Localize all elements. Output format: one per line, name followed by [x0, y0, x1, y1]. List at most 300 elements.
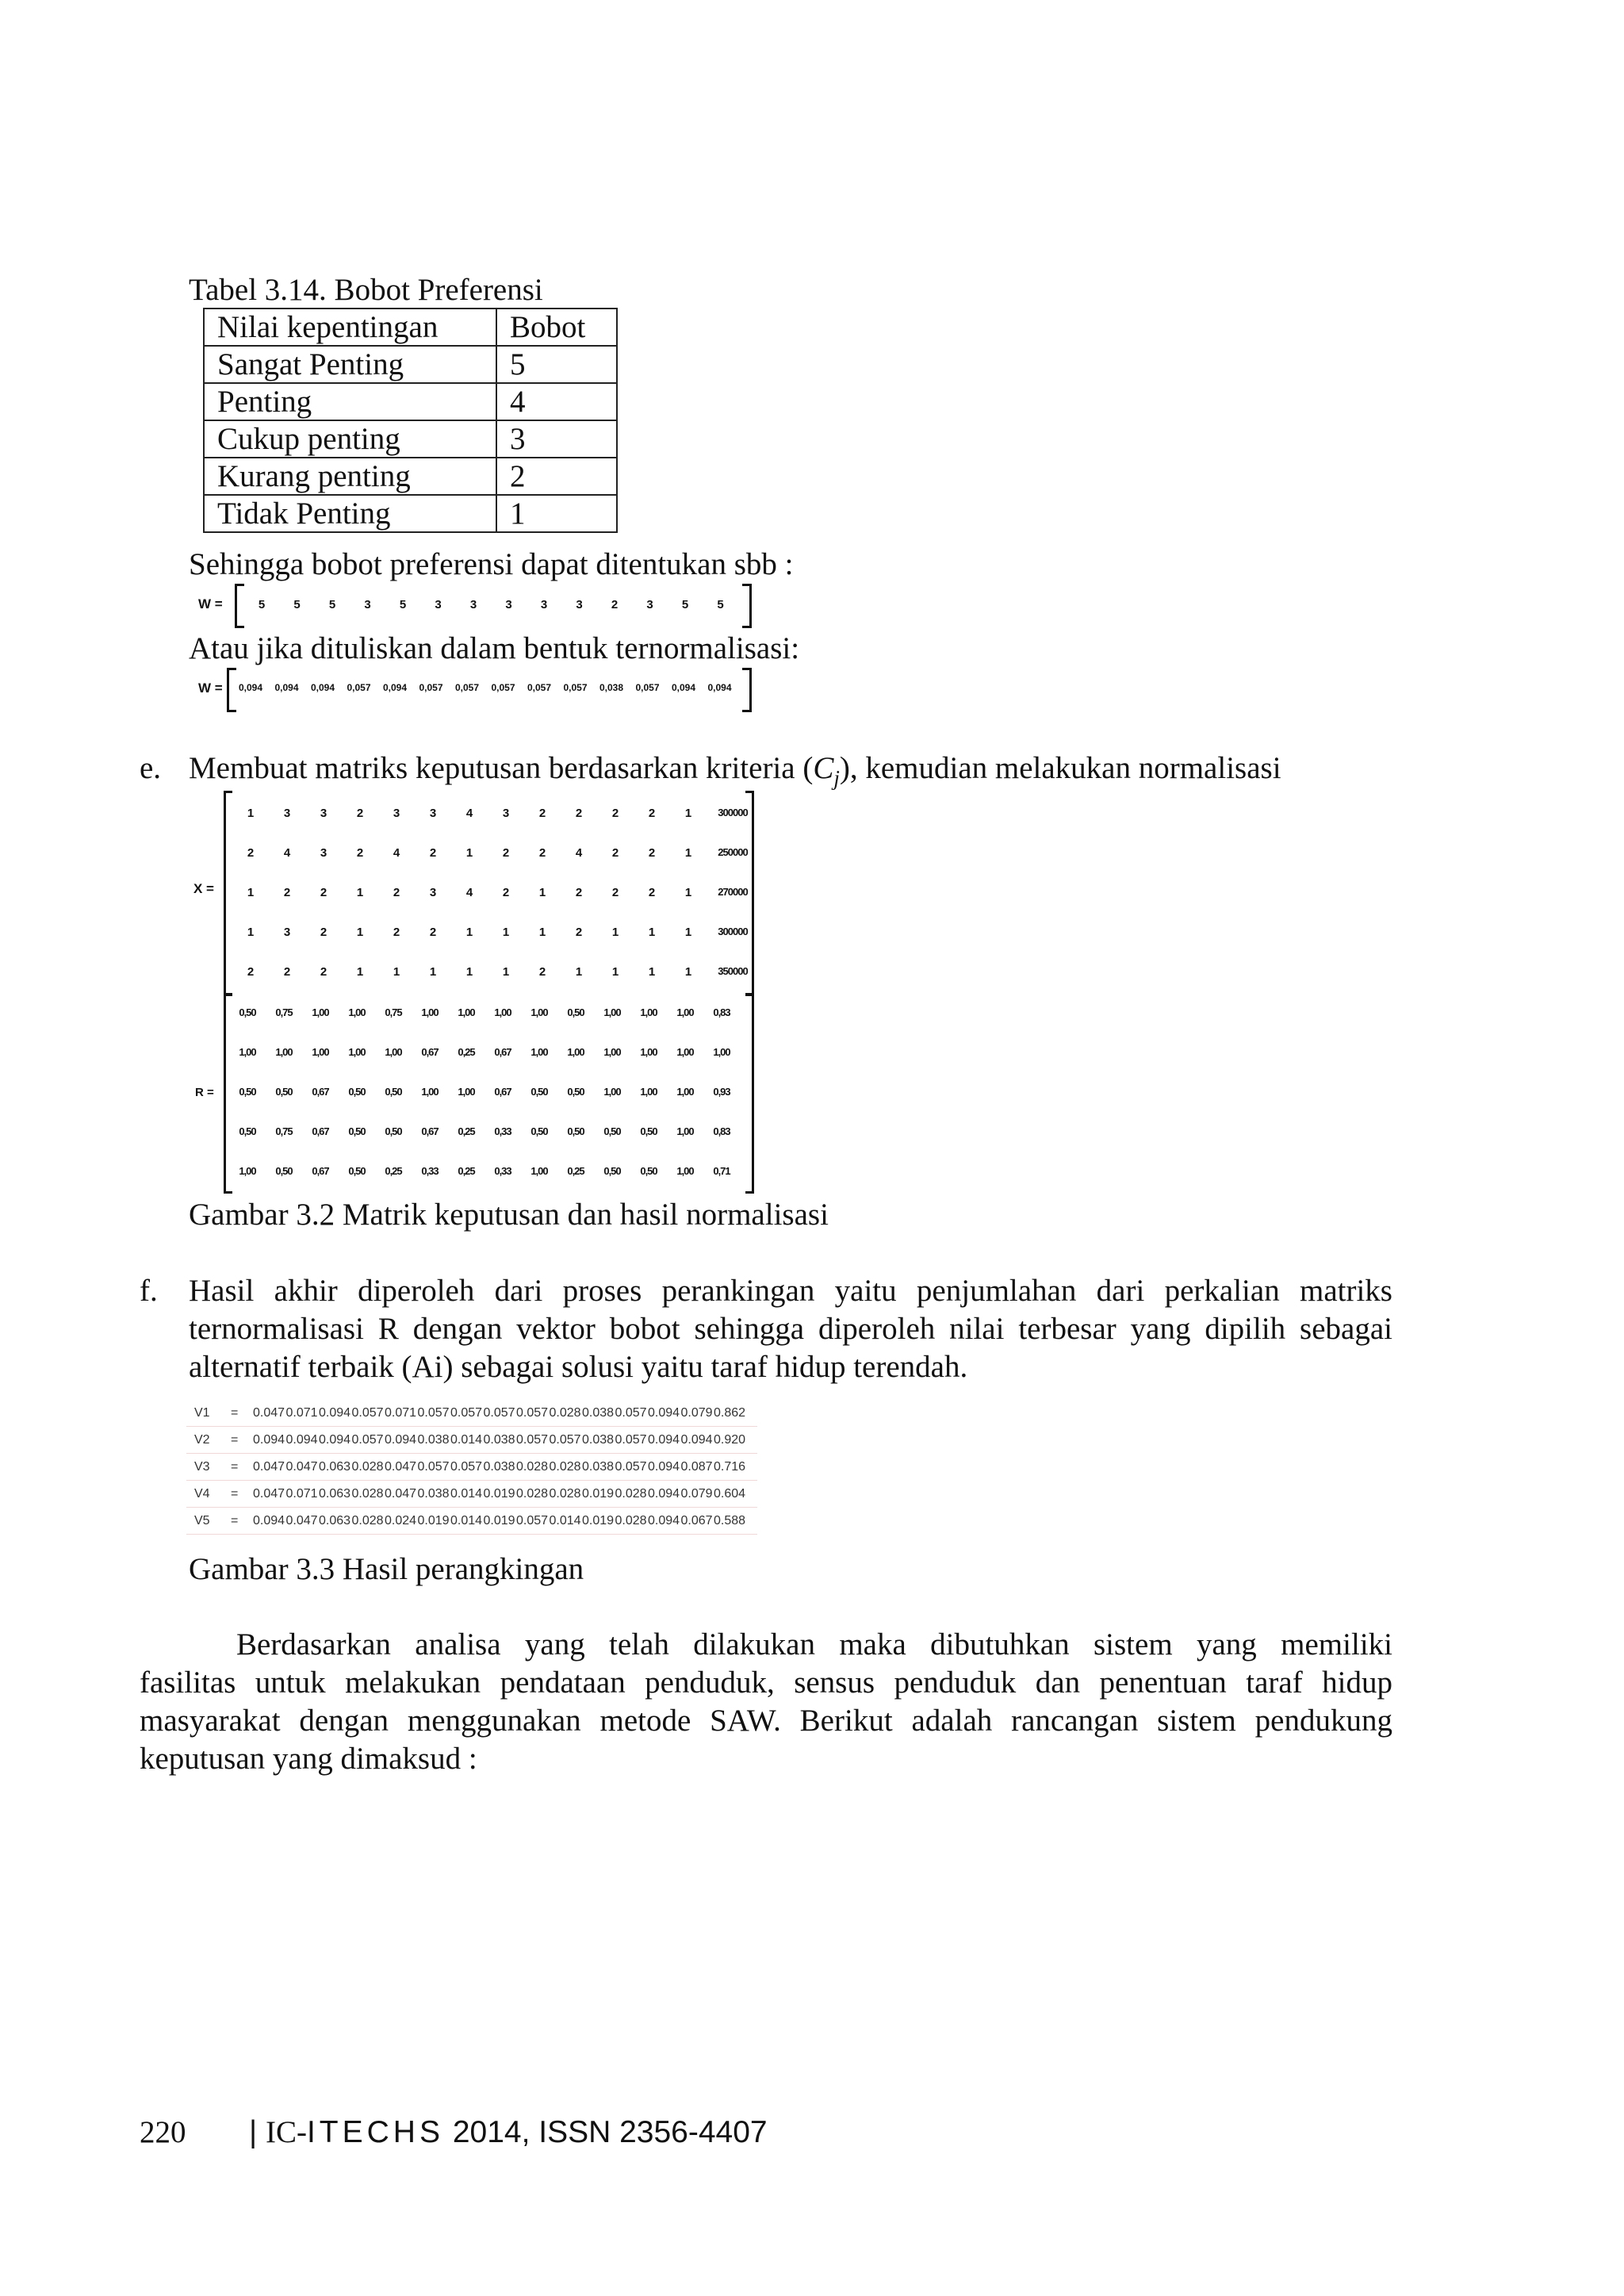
matrix-x-cell: 2: [393, 886, 400, 899]
weighted-value: 0.057: [516, 1433, 549, 1447]
weighted-value: 0.094: [648, 1514, 680, 1527]
weighted-value: 0.094: [648, 1487, 680, 1501]
matrix-x-cell: 3: [429, 807, 437, 820]
preference-score: 0.920: [714, 1433, 746, 1447]
matrix-r-cell: 1,00: [348, 1006, 366, 1018]
weighted-value: 0.057: [615, 1460, 647, 1474]
matrix-r-cell: 1,00: [385, 1046, 402, 1058]
matrix-x-cell: 1: [538, 886, 546, 899]
vector-cell: 0,057: [419, 682, 443, 693]
matrix-r-right-bracket: [745, 994, 754, 1194]
matrix-x-cell: 1: [648, 965, 656, 979]
matrix-r-cell: 0,50: [348, 1086, 366, 1098]
weighted-value: 0.047: [285, 1460, 318, 1474]
matrix-x-cell: 2: [502, 846, 510, 860]
vector-cell: 5: [258, 598, 266, 611]
matrix-x-cell: 2: [611, 886, 619, 899]
matrix-r-cell: 1,00: [676, 1046, 694, 1058]
matrix-r-cell: 0,33: [494, 1165, 511, 1177]
vector-cell: 0,057: [347, 682, 371, 693]
vector-cell: 3: [364, 598, 371, 611]
weighted-value: 0.063: [319, 1487, 351, 1501]
matrix-r-cell: 0,33: [421, 1165, 439, 1177]
weighted-value: 0.067: [680, 1514, 713, 1527]
vector-cell: 3: [646, 598, 653, 611]
preference-score: 0.862: [714, 1406, 746, 1420]
matrix-r-cell: 1,00: [676, 1125, 694, 1137]
ranking-result-table: [186, 1400, 757, 1535]
matrix-x-cell: 1: [393, 965, 400, 979]
matrix-x-cell: 1: [648, 926, 656, 939]
matrix-r-cell: 0,25: [567, 1165, 584, 1177]
matrix-x-cell: 2: [429, 846, 437, 860]
weighted-value: 0.071: [385, 1406, 417, 1420]
matrix-r-cell: 1,00: [640, 1086, 657, 1098]
matrix-x-cell: 2: [575, 926, 583, 939]
matrix-r-cell: 0,50: [603, 1125, 621, 1137]
matrix-x-cell: 2: [283, 886, 291, 899]
matrix-x-cell: 4: [393, 846, 400, 860]
matrix-x-left-bracket: [224, 791, 232, 995]
item-f-text: Hasil akhir diperoleh dari proses perankingan yaitu penjumlahan dari perkalian matriks ternormalisasi R dengan vektor bobot sehingga diperoleh nilai terbesar yang dipilih sebagai alternatif terbaik (Ai) sebagai solusi yaitu taraf hidup terendah.: [189, 1274, 1392, 1384]
weighted-value: 0.094: [319, 1406, 351, 1420]
matrix-r-cell: 1,00: [530, 1006, 548, 1018]
weighted-value: 0.014: [450, 1433, 483, 1447]
importance-cell: Kurang penting: [204, 458, 496, 495]
matrix-r-cell: 1,00: [603, 1086, 621, 1098]
matrix-r-cell: 1,00: [640, 1006, 657, 1018]
weighted-value: 0.057: [483, 1406, 515, 1420]
weighted-value: 0.047: [385, 1487, 417, 1501]
vector-cell: 0,057: [563, 682, 588, 693]
vector-cell: 2: [611, 598, 619, 611]
alternative-label: V3: [194, 1460, 210, 1474]
matrix-x-cell: 270000: [718, 886, 748, 898]
matrix-r-cell: 0,67: [494, 1046, 511, 1058]
matrix-x-cell: 2: [429, 926, 437, 939]
weighted-value: 0.057: [516, 1406, 549, 1420]
matrix-x-cell: 1: [465, 965, 473, 979]
matrix-x-cell: 4: [283, 846, 291, 860]
matrix-x-cell: 2: [502, 886, 510, 899]
importance-cell: Nilai kepentingan: [204, 309, 496, 346]
vector-cell: 3: [469, 598, 477, 611]
matrix-x-cell: 1: [538, 926, 546, 939]
vector-cell: 0,057: [635, 682, 660, 693]
weights-intro: Sehingga bobot preferensi dapat ditentukan sbb :: [189, 547, 794, 581]
matrix-x-cell: 2: [648, 886, 656, 899]
matrix-r-cell: 0,25: [385, 1165, 402, 1177]
matrix-x-cell: 3: [393, 807, 400, 820]
matrix-x-cell: 1: [247, 886, 255, 899]
matrix-r-cell: 0,50: [640, 1125, 657, 1137]
weighted-value: 0.014: [450, 1487, 483, 1501]
vector-cell: 5: [328, 598, 336, 611]
equals-sign: =: [231, 1514, 239, 1527]
ranking-row: [186, 1481, 757, 1508]
matrix-r-cell: 1,00: [494, 1006, 511, 1018]
matrix-x-cell: 1: [684, 926, 692, 939]
equals-sign: =: [231, 1487, 239, 1501]
normalized-intro: Atau jika dituliskan dalam bentuk ternormalisasi:: [189, 631, 800, 665]
right-bracket: [742, 584, 752, 628]
table-caption: Tabel 3.14. Bobot Preferensi: [189, 273, 543, 307]
vector-cell: 0,094: [671, 682, 696, 693]
matrix-r-cell: 0,67: [312, 1086, 329, 1098]
vector-cell: 0,094: [707, 682, 732, 693]
matrix-r-label: R =: [195, 1086, 214, 1099]
normalized-weight-label: W =: [198, 680, 223, 696]
table-row: [204, 346, 617, 383]
importance-cell: Cukup penting: [204, 420, 496, 458]
matrix-r-cell: 0,67: [312, 1165, 329, 1177]
item-e-text: Membuat matriks keputusan berdasarkan kriteria $(C_j)$, kemudian melakukan normalisasi: [189, 751, 1281, 790]
weighted-value: 0.047: [253, 1487, 285, 1501]
weight-vector-label: W =: [198, 596, 223, 611]
weighted-value: 0.094: [648, 1433, 680, 1447]
matrix-x-cell: 1: [611, 965, 619, 979]
matrix-r-cell: 1,00: [603, 1046, 621, 1058]
weighted-value: 0.019: [417, 1514, 450, 1527]
weighted-value: 0.019: [483, 1514, 515, 1527]
matrix-r-cell: 0,50: [603, 1165, 621, 1177]
weighted-value: 0.047: [253, 1406, 285, 1420]
matrix-r-cell: 1,00: [239, 1165, 256, 1177]
matrix-x-cell: 4: [465, 886, 473, 899]
matrix-r-cell: 1,00: [713, 1046, 730, 1058]
page-number: 220: [140, 2115, 186, 2149]
matrix-x-cell: 3: [502, 807, 510, 820]
matrix-x-cell: 1: [502, 965, 510, 979]
matrix-x-cell: 2: [247, 965, 255, 979]
matrix-r-cell: 0,25: [458, 1046, 475, 1058]
weight-cell: 5: [496, 346, 617, 383]
matrix-r-cell: 0,50: [385, 1125, 402, 1137]
weighted-value: 0.019: [582, 1487, 615, 1501]
matrix-r-cell: 0,50: [275, 1086, 293, 1098]
ranking-row: [186, 1454, 757, 1481]
weighted-value: 0.063: [319, 1514, 351, 1527]
matrix-x-cell: 2: [356, 846, 364, 860]
weighted-value: 0.038: [417, 1487, 450, 1501]
weighted-value: 0.079: [680, 1487, 713, 1501]
matrix-x-cell: 2: [320, 926, 327, 939]
matrix-r-cell: 0,50: [239, 1006, 256, 1018]
matrix-r-cell: 0,50: [348, 1165, 366, 1177]
weighted-value: 0.019: [582, 1514, 615, 1527]
matrix-x-cell: 3: [283, 807, 291, 820]
matrix-x-cell: 1: [247, 926, 255, 939]
equals-sign: =: [231, 1433, 239, 1447]
alternative-label: V1: [194, 1406, 210, 1420]
matrix-r-cell: 1,00: [312, 1006, 329, 1018]
vector-cell: 3: [505, 598, 512, 611]
matrix-x-cell: 1: [684, 807, 692, 820]
matrix-r-cell: 1,00: [676, 1165, 694, 1177]
matrix-x-cell: 2: [611, 807, 619, 820]
matrix-r-cell: 0,50: [530, 1125, 548, 1137]
weight-cell: Bobot: [496, 309, 617, 346]
matrix-r-cell: 1,00: [458, 1006, 475, 1018]
weighted-value: 0.094: [648, 1406, 680, 1420]
preference-table: [203, 308, 618, 533]
matrix-r-cell: 1,00: [640, 1046, 657, 1058]
matrix-x-cell: 2: [538, 807, 546, 820]
preference-score: 0.588: [714, 1514, 746, 1527]
matrix-x-cell: 1: [611, 926, 619, 939]
matrix-x-cell: 3: [320, 807, 327, 820]
table-row: [204, 383, 617, 420]
matrix-x-cell: 350000: [718, 965, 748, 977]
matrix-x-cell: 2: [538, 846, 546, 860]
weighted-value: 0.087: [680, 1460, 713, 1474]
weighted-value: 0.028: [351, 1487, 384, 1501]
weighted-value: 0.057: [351, 1406, 384, 1420]
matrix-r-cell: 1,00: [239, 1046, 256, 1058]
matrix-r-cell: 1,00: [530, 1165, 548, 1177]
weighted-value: 0.019: [483, 1487, 515, 1501]
weighted-value: 0.057: [450, 1406, 483, 1420]
matrix-r-cell: 0,50: [567, 1125, 584, 1137]
matrix-x-cell: 3: [320, 846, 327, 860]
weighted-value: 0.047: [285, 1514, 318, 1527]
matrix-r-cell: 0,50: [530, 1086, 548, 1098]
ranking-row: [186, 1400, 757, 1427]
matrix-r-cell: 1,00: [421, 1086, 439, 1098]
matrix-x-cell: 1: [465, 846, 473, 860]
weight-cell: 4: [496, 383, 617, 420]
vector-cell: 0,094: [274, 682, 299, 693]
matrix-r-cell: 1,00: [530, 1046, 548, 1058]
weighted-value: 0.028: [549, 1460, 581, 1474]
matrix-r-cell: 0,93: [713, 1086, 730, 1098]
weighted-value: 0.094: [253, 1514, 285, 1527]
matrix-r-cell: 1,00: [567, 1046, 584, 1058]
matrix-r-cell: 0,50: [567, 1006, 584, 1018]
weighted-value: 0.057: [351, 1433, 384, 1447]
matrix-r-cell: 1,00: [421, 1006, 439, 1018]
matrix-r-cell: 0,50: [567, 1086, 584, 1098]
matrix-r-cell: 0,83: [713, 1006, 730, 1018]
matrix-r-cell: 1,00: [348, 1046, 366, 1058]
weighted-value: 0.094: [648, 1460, 680, 1474]
matrix-x-cell: 2: [356, 807, 364, 820]
matrix-r-cell: 1,00: [312, 1046, 329, 1058]
weighted-value: 0.014: [450, 1514, 483, 1527]
matrix-x-cell: 4: [575, 846, 583, 860]
matrix-r-cell: 0,75: [275, 1125, 293, 1137]
matrix-x-cell: 1: [356, 926, 364, 939]
matrix-r-cell: 1,00: [676, 1086, 694, 1098]
vector-cell: 5: [717, 598, 724, 611]
closing-paragraph: Berdasarkan analisa yang telah dilakukan maka dibutuhkan sistem yang memiliki fasilitas untuk melakukan pendataan penduduk, sensus penduduk dan penentuan taraf hidup masyarakat dengan menggunakan metode SAW. Berikut adalah rancangan sistem pendukung keputusan yang dimaksud :: [140, 1627, 1392, 1776]
weighted-value: 0.028: [549, 1406, 581, 1420]
normalized-weight-vector: [197, 666, 752, 711]
matrix-r-cell: 1,00: [458, 1086, 475, 1098]
matrix-r-cell: 0,50: [640, 1165, 657, 1177]
math-c: C: [813, 751, 834, 785]
weight-cell: 2: [496, 458, 617, 495]
matrix-r-cell: 0,75: [385, 1006, 402, 1018]
matrix-x-cell: 2: [575, 807, 583, 820]
matrix-x-cell: 2: [247, 846, 255, 860]
weighted-value: 0.038: [582, 1460, 615, 1474]
weighted-value: 0.094: [253, 1433, 285, 1447]
matrix-r-cell: 1,00: [676, 1006, 694, 1018]
matrix-r-cell: 0,50: [348, 1125, 366, 1137]
matrix-r-cell: 0,67: [421, 1046, 439, 1058]
vector-cell: 0,094: [310, 682, 335, 693]
matrix-x-cell: 250000: [718, 846, 748, 858]
weighted-value: 0.071: [285, 1406, 318, 1420]
ranking-row: [186, 1508, 757, 1535]
matrix-x-cell: 3: [429, 886, 437, 899]
matrix-r-cell: 0,50: [385, 1086, 402, 1098]
matrix-r-cell: 0,67: [421, 1125, 439, 1137]
decision-matrix-figure: [190, 789, 761, 1194]
equals-sign: =: [231, 1460, 239, 1474]
matrix-x-cell: 1: [429, 965, 437, 979]
vector-cell: 3: [540, 598, 548, 611]
weighted-value: 0.038: [417, 1433, 450, 1447]
table-header-row: [204, 309, 617, 346]
vector-cell: 0,057: [527, 682, 552, 693]
matrix-x-cell: 1: [684, 965, 692, 979]
matrix-r-cell: 0,67: [494, 1086, 511, 1098]
vector-cell: 0,057: [454, 682, 480, 693]
right-bracket: [742, 668, 752, 712]
matrix-x-cell: 4: [465, 807, 473, 820]
matrix-r-cell: 0,25: [458, 1165, 475, 1177]
matrix-x-cell: 1: [356, 965, 364, 979]
matrix-x-cell: 2: [575, 886, 583, 899]
vector-cell: 0,057: [491, 682, 515, 693]
matrix-x-cell: 300000: [718, 807, 748, 818]
matrix-x-cell: 2: [320, 886, 327, 899]
item-f-marker: f.: [140, 1274, 158, 1308]
table-row: [204, 420, 617, 458]
weighted-value: 0.028: [615, 1487, 647, 1501]
weighted-value: 0.063: [319, 1460, 351, 1474]
weighted-value: 0.057: [417, 1406, 450, 1420]
weight-cell: 3: [496, 420, 617, 458]
preference-score: 0.716: [714, 1460, 746, 1474]
matrix-x-cell: 3: [283, 926, 291, 939]
weighted-value: 0.094: [680, 1433, 713, 1447]
weight-cell: 1: [496, 495, 617, 532]
vector-cell: 0,094: [382, 682, 408, 693]
weighted-value: 0.057: [417, 1460, 450, 1474]
weighted-value: 0.038: [483, 1460, 515, 1474]
ranking-row: [186, 1427, 757, 1454]
vector-cell: 3: [435, 598, 442, 611]
matrix-x-cell: 1: [356, 886, 364, 899]
matrix-r-cell: 0,50: [275, 1165, 293, 1177]
vector-cell: 0,038: [599, 682, 624, 693]
left-bracket: [235, 584, 244, 628]
matrix-x-label: X =: [193, 881, 214, 896]
weighted-value: 0.028: [516, 1487, 549, 1501]
table-row: [204, 495, 617, 532]
weighted-value: 0.094: [285, 1433, 318, 1447]
matrix-x-cell: 1: [465, 926, 473, 939]
vector-cell: 5: [399, 598, 407, 611]
weighted-value: 0.028: [516, 1460, 549, 1474]
weighted-value: 0.038: [582, 1433, 615, 1447]
journal-issn: 2014, ISSN 2356-4407: [443, 2115, 768, 2149]
journal-name: ITECHS: [306, 2115, 444, 2149]
weighted-value: 0.057: [516, 1514, 549, 1527]
matrix-x-cell: 2: [611, 846, 619, 860]
figure-3-2-caption: Gambar 3.2 Matrik keputusan dan hasil normalisasi: [189, 1198, 829, 1232]
weighted-value: 0.028: [549, 1487, 581, 1501]
importance-cell: Sangat Penting: [204, 346, 496, 383]
matrix-x-cell: 1: [575, 965, 583, 979]
matrix-r-cell: 0,71: [713, 1165, 730, 1177]
matrix-x-cell: 1: [684, 846, 692, 860]
matrix-x-cell: 1: [247, 807, 255, 820]
page-footer: 220 | IC-ITECHS 2014, ISSN 2356-4407: [140, 2115, 768, 2149]
weighted-value: 0.038: [483, 1433, 515, 1447]
matrix-x-cell: 2: [283, 965, 291, 979]
table-row: [204, 458, 617, 495]
matrix-x-cell: 2: [648, 846, 656, 860]
journal-prefix: IC-: [265, 2115, 307, 2149]
matrix-r-cell: 1,00: [603, 1006, 621, 1018]
importance-cell: Tidak Penting: [204, 495, 496, 532]
matrix-r-cell: 0,83: [713, 1125, 730, 1137]
matrix-x-cell: 300000: [718, 926, 748, 937]
matrix-x-cell: 1: [684, 886, 692, 899]
matrix-x-cell: 2: [538, 965, 546, 979]
alternative-label: V4: [194, 1487, 210, 1501]
vector-cell: 3: [576, 598, 583, 611]
matrix-x-cell: 2: [648, 807, 656, 820]
preference-score: 0.604: [714, 1487, 746, 1501]
weighted-value: 0.024: [385, 1514, 417, 1527]
weighted-value: 0.057: [615, 1406, 647, 1420]
weighted-value: 0.038: [582, 1406, 615, 1420]
weighted-value: 0.079: [680, 1406, 713, 1420]
weighted-value: 0.028: [351, 1514, 384, 1527]
figure-3-3-caption: Gambar 3.3 Hasil perangkingan: [189, 1552, 584, 1586]
vector-cell: 5: [681, 598, 689, 611]
matrix-r-cell: 0,25: [458, 1125, 475, 1137]
alternative-label: V2: [194, 1433, 210, 1447]
weighted-value: 0.057: [615, 1433, 647, 1447]
matrix-r-cell: 0,33: [494, 1125, 511, 1137]
matrix-r-cell: 0,50: [239, 1125, 256, 1137]
weighted-value: 0.028: [351, 1460, 384, 1474]
weighted-value: 0.057: [450, 1460, 483, 1474]
matrix-r-cell: 1,00: [275, 1046, 293, 1058]
weighted-value: 0.047: [385, 1460, 417, 1474]
matrix-r-cell: 0,50: [239, 1086, 256, 1098]
weighted-value: 0.071: [285, 1487, 318, 1501]
weight-vector: [197, 582, 752, 627]
weighted-value: 0.014: [549, 1514, 581, 1527]
matrix-x-cell: 2: [320, 965, 327, 979]
equals-sign: =: [231, 1406, 239, 1420]
vector-cell: 5: [293, 598, 301, 611]
matrix-r-cell: 0,75: [275, 1006, 293, 1018]
matrix-r-cell: 0,67: [312, 1125, 329, 1137]
weighted-value: 0.094: [319, 1433, 351, 1447]
weighted-value: 0.057: [549, 1433, 581, 1447]
matrix-x-cell: 2: [393, 926, 400, 939]
weighted-value: 0.094: [385, 1433, 417, 1447]
item-e-marker: e.: [140, 751, 162, 785]
